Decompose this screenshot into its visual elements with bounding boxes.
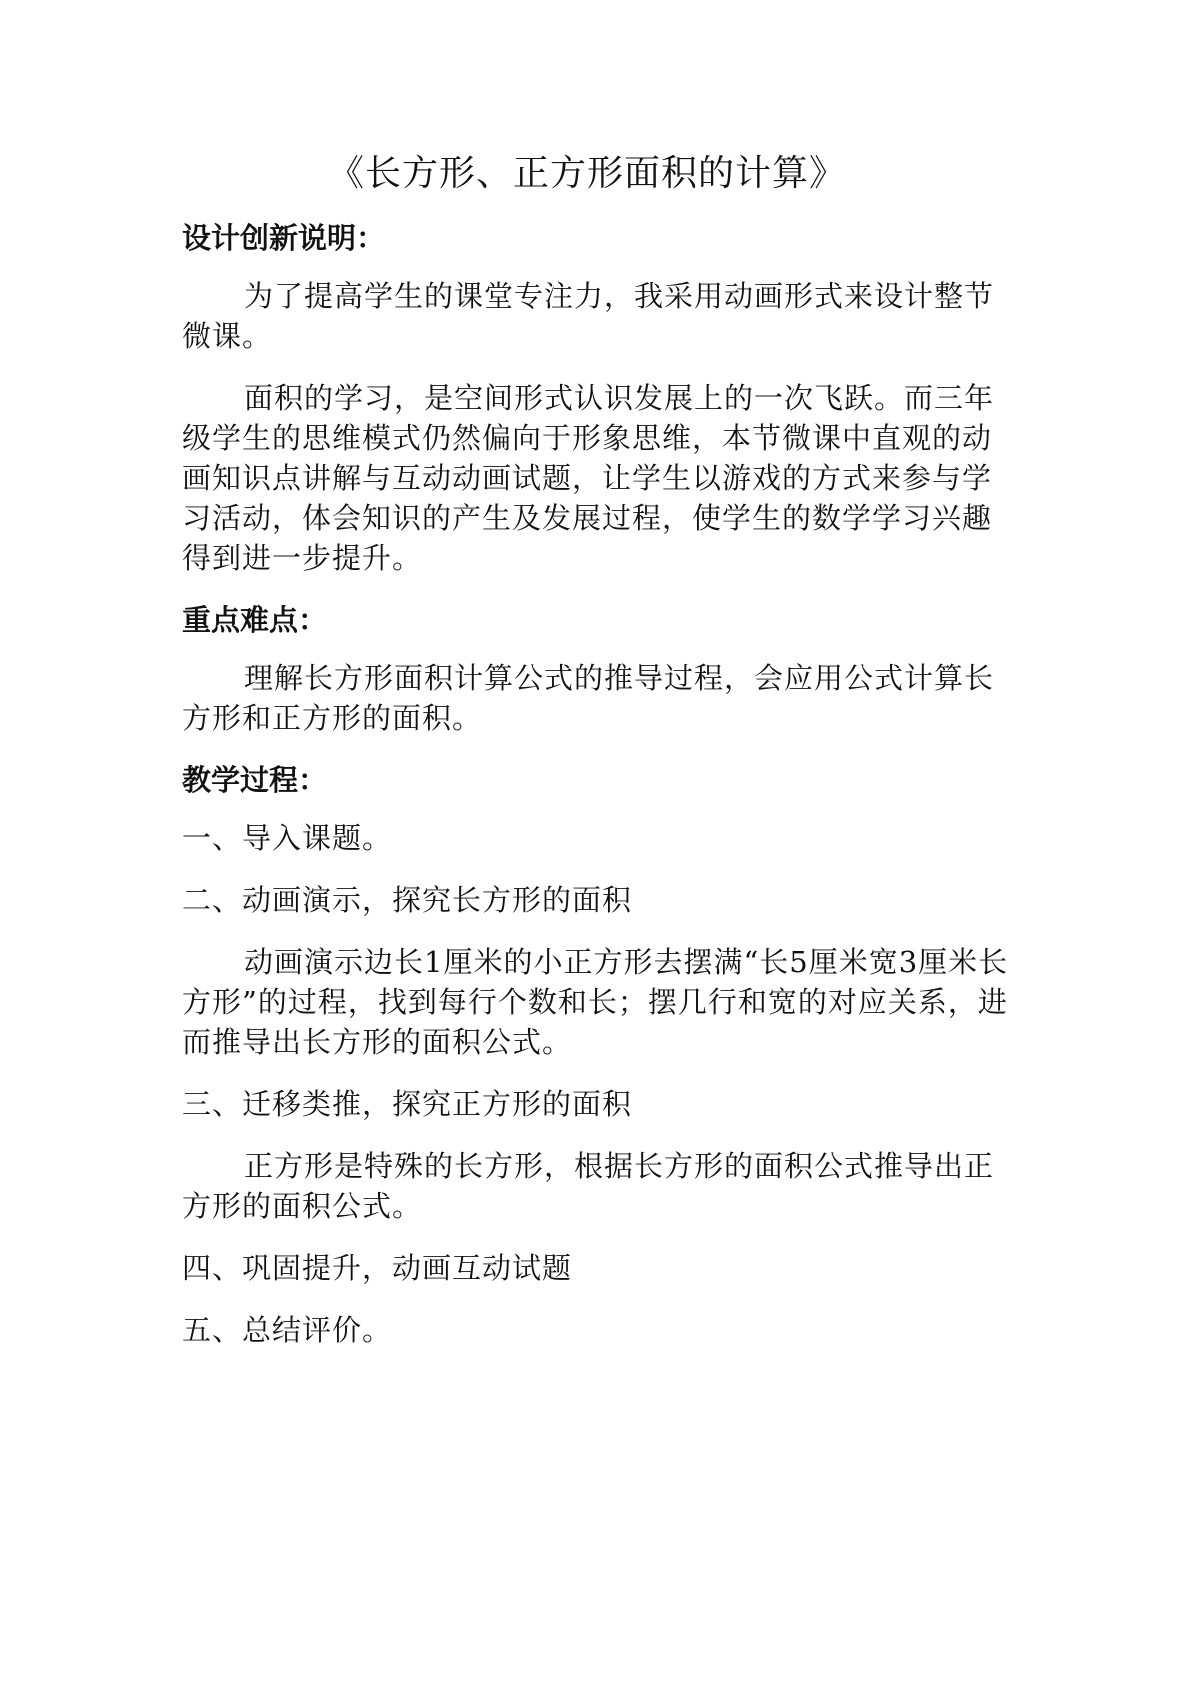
section-innovation — [182, 218, 1012, 578]
step-item: 五、总结评价。 — [182, 1313, 393, 1347]
step-detail: 动画演示边长1厘米的小正方形去摆满“长5厘米宽3厘米长方形”的过程，找到每行个数和长；摆几行和宽的对应关系，进而推导出长方形的面积公式。 — [182, 945, 1009, 1059]
step-item: 二、动画演示，探究长方形的面积 — [182, 883, 633, 917]
section-heading-teaching-process: 教学过程： — [182, 763, 328, 797]
section-key-points — [182, 600, 1012, 738]
document-page — [182, 150, 1012, 1372]
paragraph: 为了提高学生的课堂专注力，我采用动画形式来设计整节微课。 — [182, 279, 995, 353]
step-item: 一、导入课题。 — [182, 821, 393, 855]
step-detail: 正方形是特殊的长方形，根据长方形的面积公式推导出正方形的面积公式。 — [182, 1149, 995, 1223]
paragraph: 理解长方形面积计算公式的推导过程，会应用公式计算长方形和正方形的面积。 — [182, 661, 995, 735]
paragraph: 面积的学习，是空间形式认识发展上的一次飞跃。而三年级学生的思维模式仍然偏向于形象思维，本节微课中直观的动画知识点讲解与互动动画试题，让学生以游戏的方式来参与学习活动，体会知识的产生及发展过程，使学生的数学学习兴趣得到进一步提升。 — [182, 381, 995, 575]
section-heading-key-points: 重点难点： — [182, 603, 328, 637]
step-item: 四、巩固提升，动画互动试题 — [182, 1251, 573, 1285]
section-teaching-process — [182, 760, 1012, 1350]
step-item: 三、迁移类推，探究正方形的面积 — [182, 1087, 633, 1121]
section-heading-innovation: 设计创新说明： — [182, 221, 386, 255]
document-title: 《长方形、正方形面积的计算》 — [327, 153, 846, 194]
